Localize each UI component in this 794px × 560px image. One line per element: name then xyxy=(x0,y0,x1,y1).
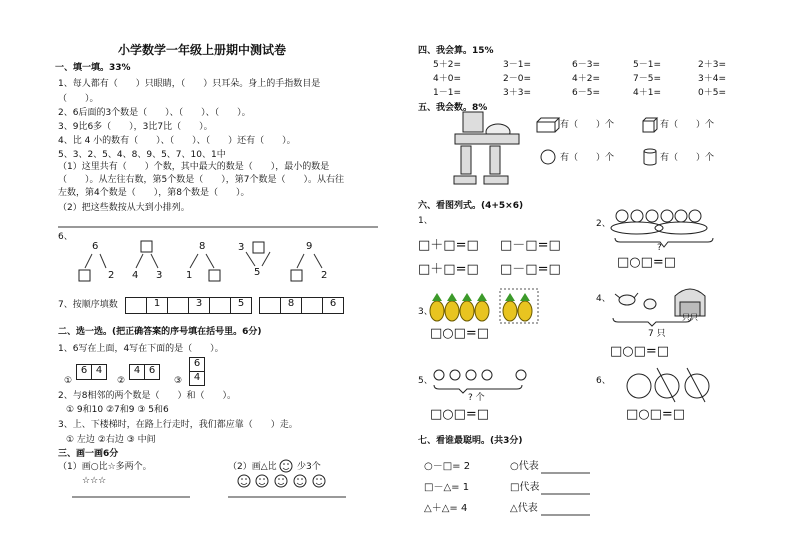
calc-item: 4＋0= xyxy=(433,74,461,84)
count-sphere: 有（ ）个 xyxy=(560,153,615,163)
choice-digit: 4 xyxy=(189,371,205,386)
tree-number: 4 xyxy=(132,270,139,281)
equation-blank[interactable]: □○□=□ xyxy=(617,255,677,270)
question-1-cont: （ ）。 xyxy=(58,94,99,104)
tree-number: 3 xyxy=(238,242,245,253)
puzzle-answer-label: △代表 xyxy=(510,503,538,514)
section-1-heading: 一、填一填。33% xyxy=(55,63,131,73)
section-7-heading: 七、看谁最聪明。(共3分) xyxy=(418,436,523,446)
tree-number: 2 xyxy=(321,270,328,281)
calc-item: 4＋1= xyxy=(633,88,661,98)
house-image xyxy=(675,289,705,316)
number-tree-2 xyxy=(136,241,158,268)
question-5-part1-cont: （ ）。从左往右数，第5个数是（ ），第7个数是（ ）。从右往 xyxy=(58,175,344,185)
tree-number: 1 xyxy=(186,270,193,281)
sub-label: 5、 xyxy=(418,376,433,386)
seq-cell[interactable] xyxy=(209,297,231,314)
calc-item: 6－5= xyxy=(572,88,600,98)
house-label: 只只 xyxy=(682,313,698,322)
tree-number: 3 xyxy=(156,270,163,281)
calc-item: 7－5= xyxy=(633,74,661,84)
equation-blank[interactable]: □○□=□ xyxy=(610,344,670,359)
question-5-part1: （1）这里共有（ ）个数，其中最大的数是（ ），最小的数是 xyxy=(58,162,330,172)
peach-plate-right xyxy=(655,210,707,234)
number-tree-5 xyxy=(291,254,322,281)
puzzle-row: △＋△= 4 xyxy=(424,503,468,514)
apple-images xyxy=(434,370,526,380)
equation-blank[interactable]: □○□=□ xyxy=(430,407,490,422)
choice-2-options: ① 9和10 ②7和9 ③ 5和6 xyxy=(66,405,169,415)
tree-number: 2 xyxy=(108,270,115,281)
draw-2: （2）画△比 xyxy=(228,462,277,472)
block-structure-image xyxy=(454,112,519,184)
calc-item: 5＋2= xyxy=(433,60,461,70)
calc-item: 1－1= xyxy=(433,88,461,98)
section-3-heading: 三、画一画6分 xyxy=(58,449,119,459)
section-4-heading: 四、我会算。15% xyxy=(418,46,494,56)
equation-blank[interactable]: □○□=□ xyxy=(626,407,686,422)
question-1: 1、每人都有（ ）只眼睛，（ ）只耳朵。身上的手指数目是 xyxy=(58,79,321,89)
puzzle-row: □－△= 1 xyxy=(424,482,470,493)
stars-row: ☆☆☆ xyxy=(82,476,107,486)
tree-number: 6 xyxy=(92,241,99,252)
draw-1: （1）画○比☆多两个。 xyxy=(58,462,152,472)
seven-label: 7 只 xyxy=(648,329,666,339)
count-cuboid: 有（ ）个 xyxy=(560,120,615,130)
equation-add[interactable]: □＋□=□ xyxy=(418,238,479,253)
count-cylinder: 有（ ）个 xyxy=(660,153,715,163)
seq-cell[interactable] xyxy=(167,297,189,314)
equation-blank[interactable]: □○□=□ xyxy=(430,326,490,341)
question-5-part1-cont2: 左数，第4个数是（ ），第8个数是（ ）。 xyxy=(58,188,250,198)
choice-1-option: ③ xyxy=(174,376,183,386)
seq-cell: 6 xyxy=(322,297,344,314)
sub-label: 6、 xyxy=(596,376,611,386)
choice-2: 2、与8相邻的两个数是（ ）和（ ）。 xyxy=(58,391,236,401)
bird-images xyxy=(615,293,656,309)
puzzle-answer-label: ○代表 xyxy=(510,461,539,472)
choice-3: 3、上、下楼梯时，在路上行走时，我们都应靠（ ）走。 xyxy=(58,420,298,430)
seq-cell: 3 xyxy=(188,297,210,314)
pineapple-images xyxy=(430,289,538,323)
equation-sub[interactable]: □－□=□ xyxy=(500,262,561,277)
equation-add[interactable]: □＋□=□ xyxy=(418,262,479,277)
page-title: 小学数学一年级上册期中测试卷 xyxy=(118,43,287,57)
choice-digit: 6 xyxy=(76,364,92,380)
question-5: 5、3、2、5、4、8、9、5、7、10、1中 xyxy=(58,150,226,160)
sphere-icon xyxy=(541,150,555,164)
question-6: 6、 xyxy=(58,232,73,242)
puzzle-row: ○－□= 2 xyxy=(424,461,471,472)
number-tree-3 xyxy=(190,254,220,281)
choice-3-options: ① 左边 ②右边 ③ 中间 xyxy=(66,435,156,445)
cuboid-icon xyxy=(537,118,559,132)
seq-cell[interactable] xyxy=(259,297,281,314)
peach-plate-left xyxy=(611,210,663,234)
calc-item: 3－1= xyxy=(503,60,531,70)
count-cube: 有（ ）个 xyxy=(660,120,715,130)
seq-cell[interactable] xyxy=(125,297,147,314)
calc-item: 3＋4= xyxy=(698,74,726,84)
calc-item: 0＋5= xyxy=(698,88,726,98)
number-tree-4 xyxy=(246,242,270,266)
cylinder-icon xyxy=(644,149,656,165)
sub-label: 2、 xyxy=(596,219,611,229)
choice-1-option: ② xyxy=(117,376,126,386)
question-5-part2: （2）把这些数按从大到小排列。 xyxy=(58,203,190,213)
equation-sub[interactable]: □－□=□ xyxy=(500,238,561,253)
tree-number: 5 xyxy=(254,267,261,278)
circle-cross-out-images xyxy=(627,368,709,402)
sub-label: 3、 xyxy=(418,307,433,317)
choice-digit: 6 xyxy=(144,364,160,380)
sub-label: 4、 xyxy=(596,294,611,304)
choice-1-option: ① xyxy=(64,376,73,386)
question-2: 2、6后面的3个数是（ ）、（ ）、（ ）。 xyxy=(58,108,251,118)
sub-label: 1、 xyxy=(418,216,433,226)
section-5-heading: 五、我会数。8% xyxy=(418,103,488,113)
calc-item: 3＋3= xyxy=(503,88,531,98)
question-4: 4、比 4 小的数有（ ）、（ ）、（ ）还有（ ）。 xyxy=(58,136,296,146)
calc-item: 4＋2= xyxy=(572,74,600,84)
calc-item: 6－3= xyxy=(572,60,600,70)
question-count: ? 个 xyxy=(468,393,485,403)
choice-digit: 4 xyxy=(91,364,107,380)
puzzle-answer-label: □代表 xyxy=(510,482,540,493)
choice-digit: 6 xyxy=(189,357,205,372)
calc-item: 2＋3= xyxy=(698,60,726,70)
section-2-heading: 二、选一选。(把正确答案的序号填在括号里。6分) xyxy=(58,327,262,337)
calc-item: 5－1= xyxy=(633,60,661,70)
calc-item: 2－0= xyxy=(503,74,531,84)
section-6-heading: 六、看图列式。(4+5×6) xyxy=(418,201,524,211)
choice-digit: 4 xyxy=(129,364,145,380)
tree-number: 8 xyxy=(199,241,206,252)
tree-number: 9 xyxy=(306,241,313,252)
question-7: 7、按顺序填数 xyxy=(58,300,118,310)
question-3: 3、9比6多（ ），3比7比（ ）。 xyxy=(58,122,213,132)
draw-2-cont: 少3个 xyxy=(297,462,321,472)
cube-icon xyxy=(643,118,657,132)
seq-cell: 8 xyxy=(280,297,302,314)
seq-cell: 5 xyxy=(230,297,252,314)
seq-cell: 1 xyxy=(146,297,168,314)
question-mark: ? xyxy=(657,243,662,253)
choice-1: 1、6写在上面，4写在下面的是（ ）。 xyxy=(58,344,224,354)
seq-cell[interactable] xyxy=(301,297,323,314)
number-tree-1 xyxy=(79,254,106,281)
